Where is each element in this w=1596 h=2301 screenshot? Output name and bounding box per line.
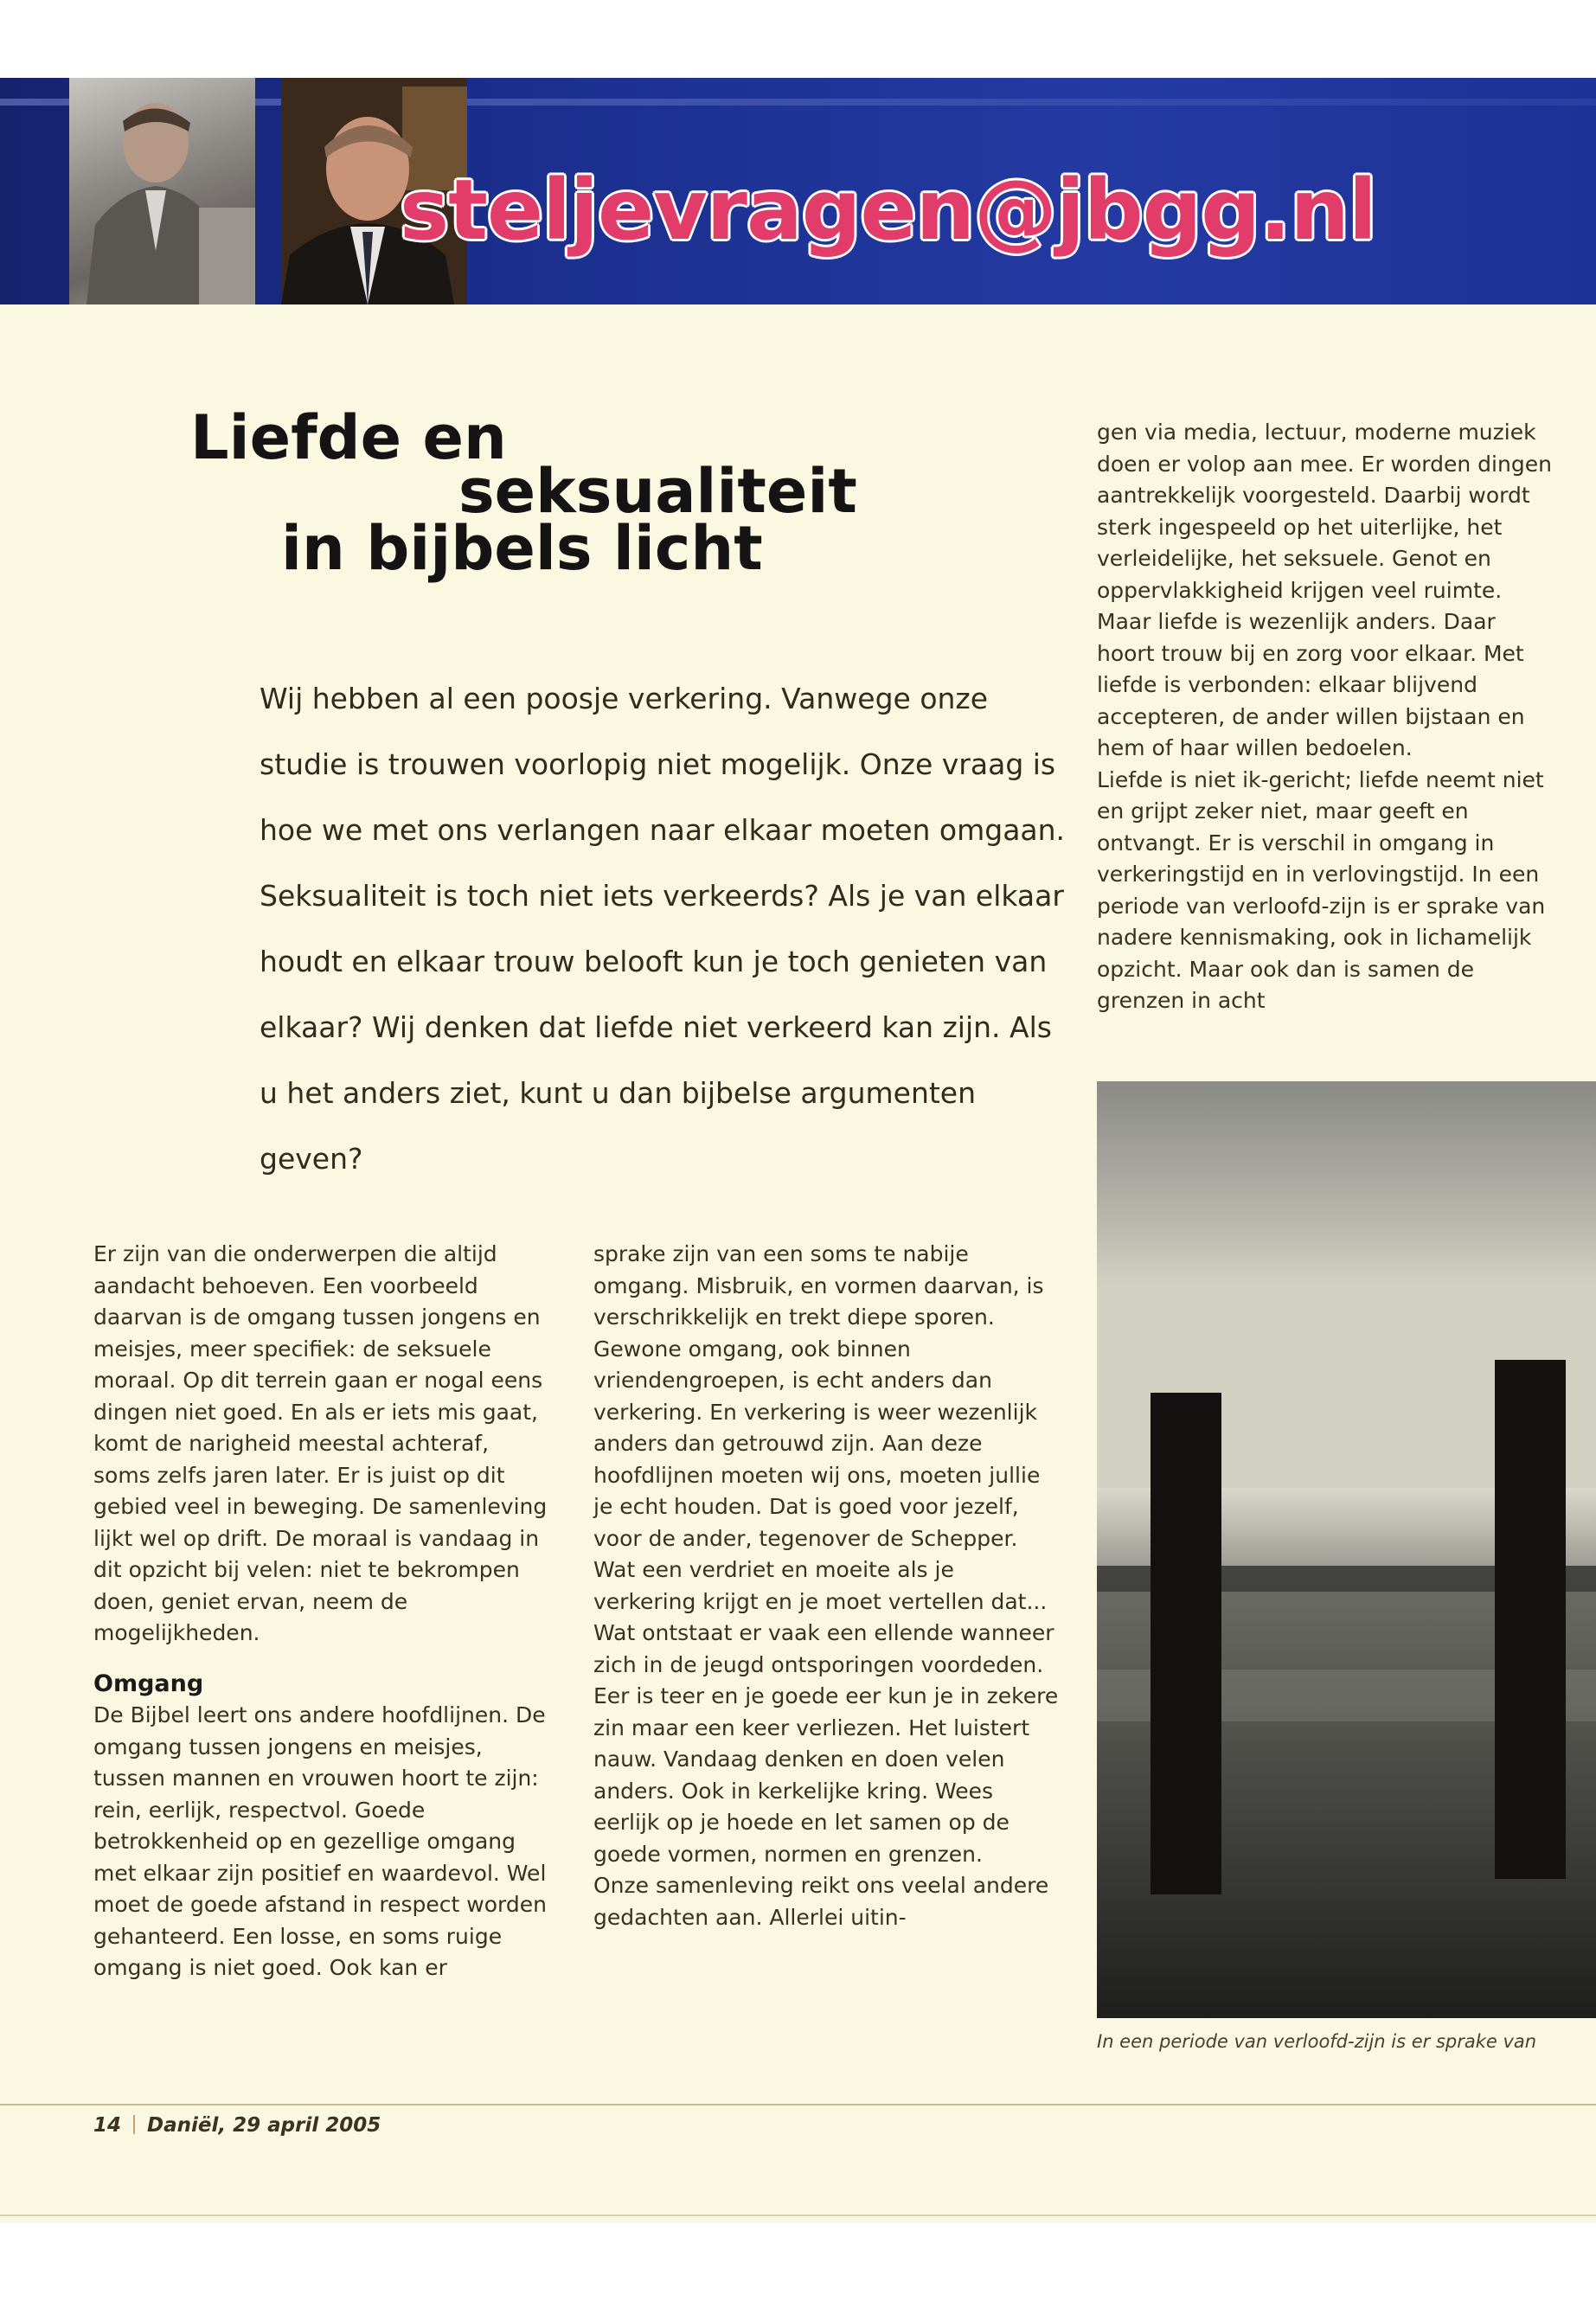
- speaker-silhouette-image: [69, 78, 255, 304]
- photo-caption: In een periode van verloofd-zijn is er sprake van: [1097, 2031, 1537, 2052]
- paragraph: sprake zijn van een soms te nabije omgang. Misbruik, en vormen daarvan, is verschrikkelijk en trekt diepe sporen.: [593, 1241, 1044, 1330]
- paragraph: gen via media, lectuur, moderne muziek doen er volop aan mee. Er worden dingen aantrekkelijk voorgesteld. Daarbij wordt sterk ingespeeld op het uiterlijke, het verleidelijke, het seksuele. Genot en oppervlakkigheid krijgen veel ruimte. Maar liefde is wezenlijk anders. Daar hoort trouw bij en zorg voor elkaar. Met liefde is verbonden: elkaar blijvend accepteren, de ander willen bijstaan en hem of haar willen bedoelen.: [1097, 420, 1552, 760]
- article-title-line3: in bijbels licht: [281, 513, 763, 584]
- paragraph: Onze samenleving reikt ons veelal andere gedachten aan. Allerlei uitin-: [593, 1873, 1049, 1930]
- page-footer: [93, 2109, 381, 2142]
- page-number: 14: [93, 2114, 122, 2137]
- header-photo-speaker: [69, 78, 255, 304]
- header-email[interactable]: steljevragen@jbgg.nl: [400, 162, 1376, 259]
- article-title-line1: Liefde en: [190, 402, 507, 473]
- body-column-1: [93, 1239, 552, 1984]
- paragraph: Gewone omgang, ook binnen vriendengroepen, is echt anders dan verkering. En verkering is weer wezenlijk anders dan getrouwd zijn. Aan deze hoofdlijnen moeten wij ons, moeten jullie je echt houden. Dat is goed voor jezelf, voor de ander, tegenover de Schepper. Wat een verdriet en moeite als je verkering krijgt en je moet vertellen dat... Wat ontstaat er vaak een ellende wanneer zich in de jeugd ontsporingen voordeden.: [593, 1336, 1054, 1677]
- bottom-divider: [0, 2214, 1596, 2216]
- paragraph: De Bijbel leert ons andere hoofdlijnen. De omgang tussen jongens en meisjes, tussen mannen en vrouwen hoort te zijn: rein, eerlijk, respectvol. Goede betrokkenheid op en gezellige omgang met elkaar zijn positief en waardevol. Wel moet de goede afstand in respect worden gehanteerd. Een losse, en soms ruige omgang is niet goed. Ook kan er: [93, 1702, 547, 1980]
- footer-separator: [133, 2115, 135, 2134]
- beach-scene-image: [1097, 1081, 1596, 2018]
- paragraph: Er zijn van die onderwerpen die altijd aandacht behoeven. Een voorbeeld daarvan is de omgang tussen jongens en meisjes, meer specifiek: de seksuele moraal. Op dit terrein gaan er nogal eens dingen niet goed. En als er iets mis gaat, komt de narigheid meestal achteraf, soms zelfs jaren later. Er is juist op dit gebied veel in beweging. De samenleving lijkt wel op drift. De moraal is vandaag in dit opzicht bij velen: niet te bekrompen doen, geniet ervan, neem de mogelijkheden.: [93, 1241, 548, 1645]
- paragraph: Liefde is niet ik-gericht; liefde neemt niet en grijpt zeker niet, maar geeft en ontvangt. Er is verschil in omgang in verkeringstijd en in verlovingstijd. In een periode van verloofd-zijn is er sprake van nadere kennismaking, ook in lichamelijk opzicht. Maar ook dan is samen de grenzen in acht: [1097, 766, 1546, 1013]
- paragraph: Eer is teer en je goede eer kun je in zekere zin maar een keer verliezen. Het luistert nauw. Vandaag denken en doen velen anders. Ook in kerkelijke kring. Wees eerlijk op je hoede en let samen op de goede vormen, normen en grenzen.: [593, 1683, 1059, 1867]
- reader-question-intro: Wij hebben al een poosje verkering. Vanwege onze studie is trouwen voorlopig niet mogelijk. Onze vraag is hoe we met ons verlangen naar elkaar moeten omgaan. Seksualiteit is toch niet iets verkeerds? Als je van elkaar houdt en elkaar trouw belooft kun je toch genieten van elkaar? Wij denken dat liefde niet verkeerd kan zijn. Als u het anders ziet, kunt u dan bijbelse argumenten geven?: [260, 682, 1066, 1176]
- subheading-omgang: Omgang: [93, 1670, 204, 1697]
- publication-date: Daniël, 29 april 2005: [147, 2114, 381, 2137]
- body-column-3: [1097, 417, 1555, 1017]
- footer-divider: [0, 2104, 1596, 2106]
- body-column-2: [593, 1239, 1061, 1933]
- article-title-line2: seksualiteit: [458, 456, 857, 527]
- beach-poles-photo: [1097, 1081, 1596, 2018]
